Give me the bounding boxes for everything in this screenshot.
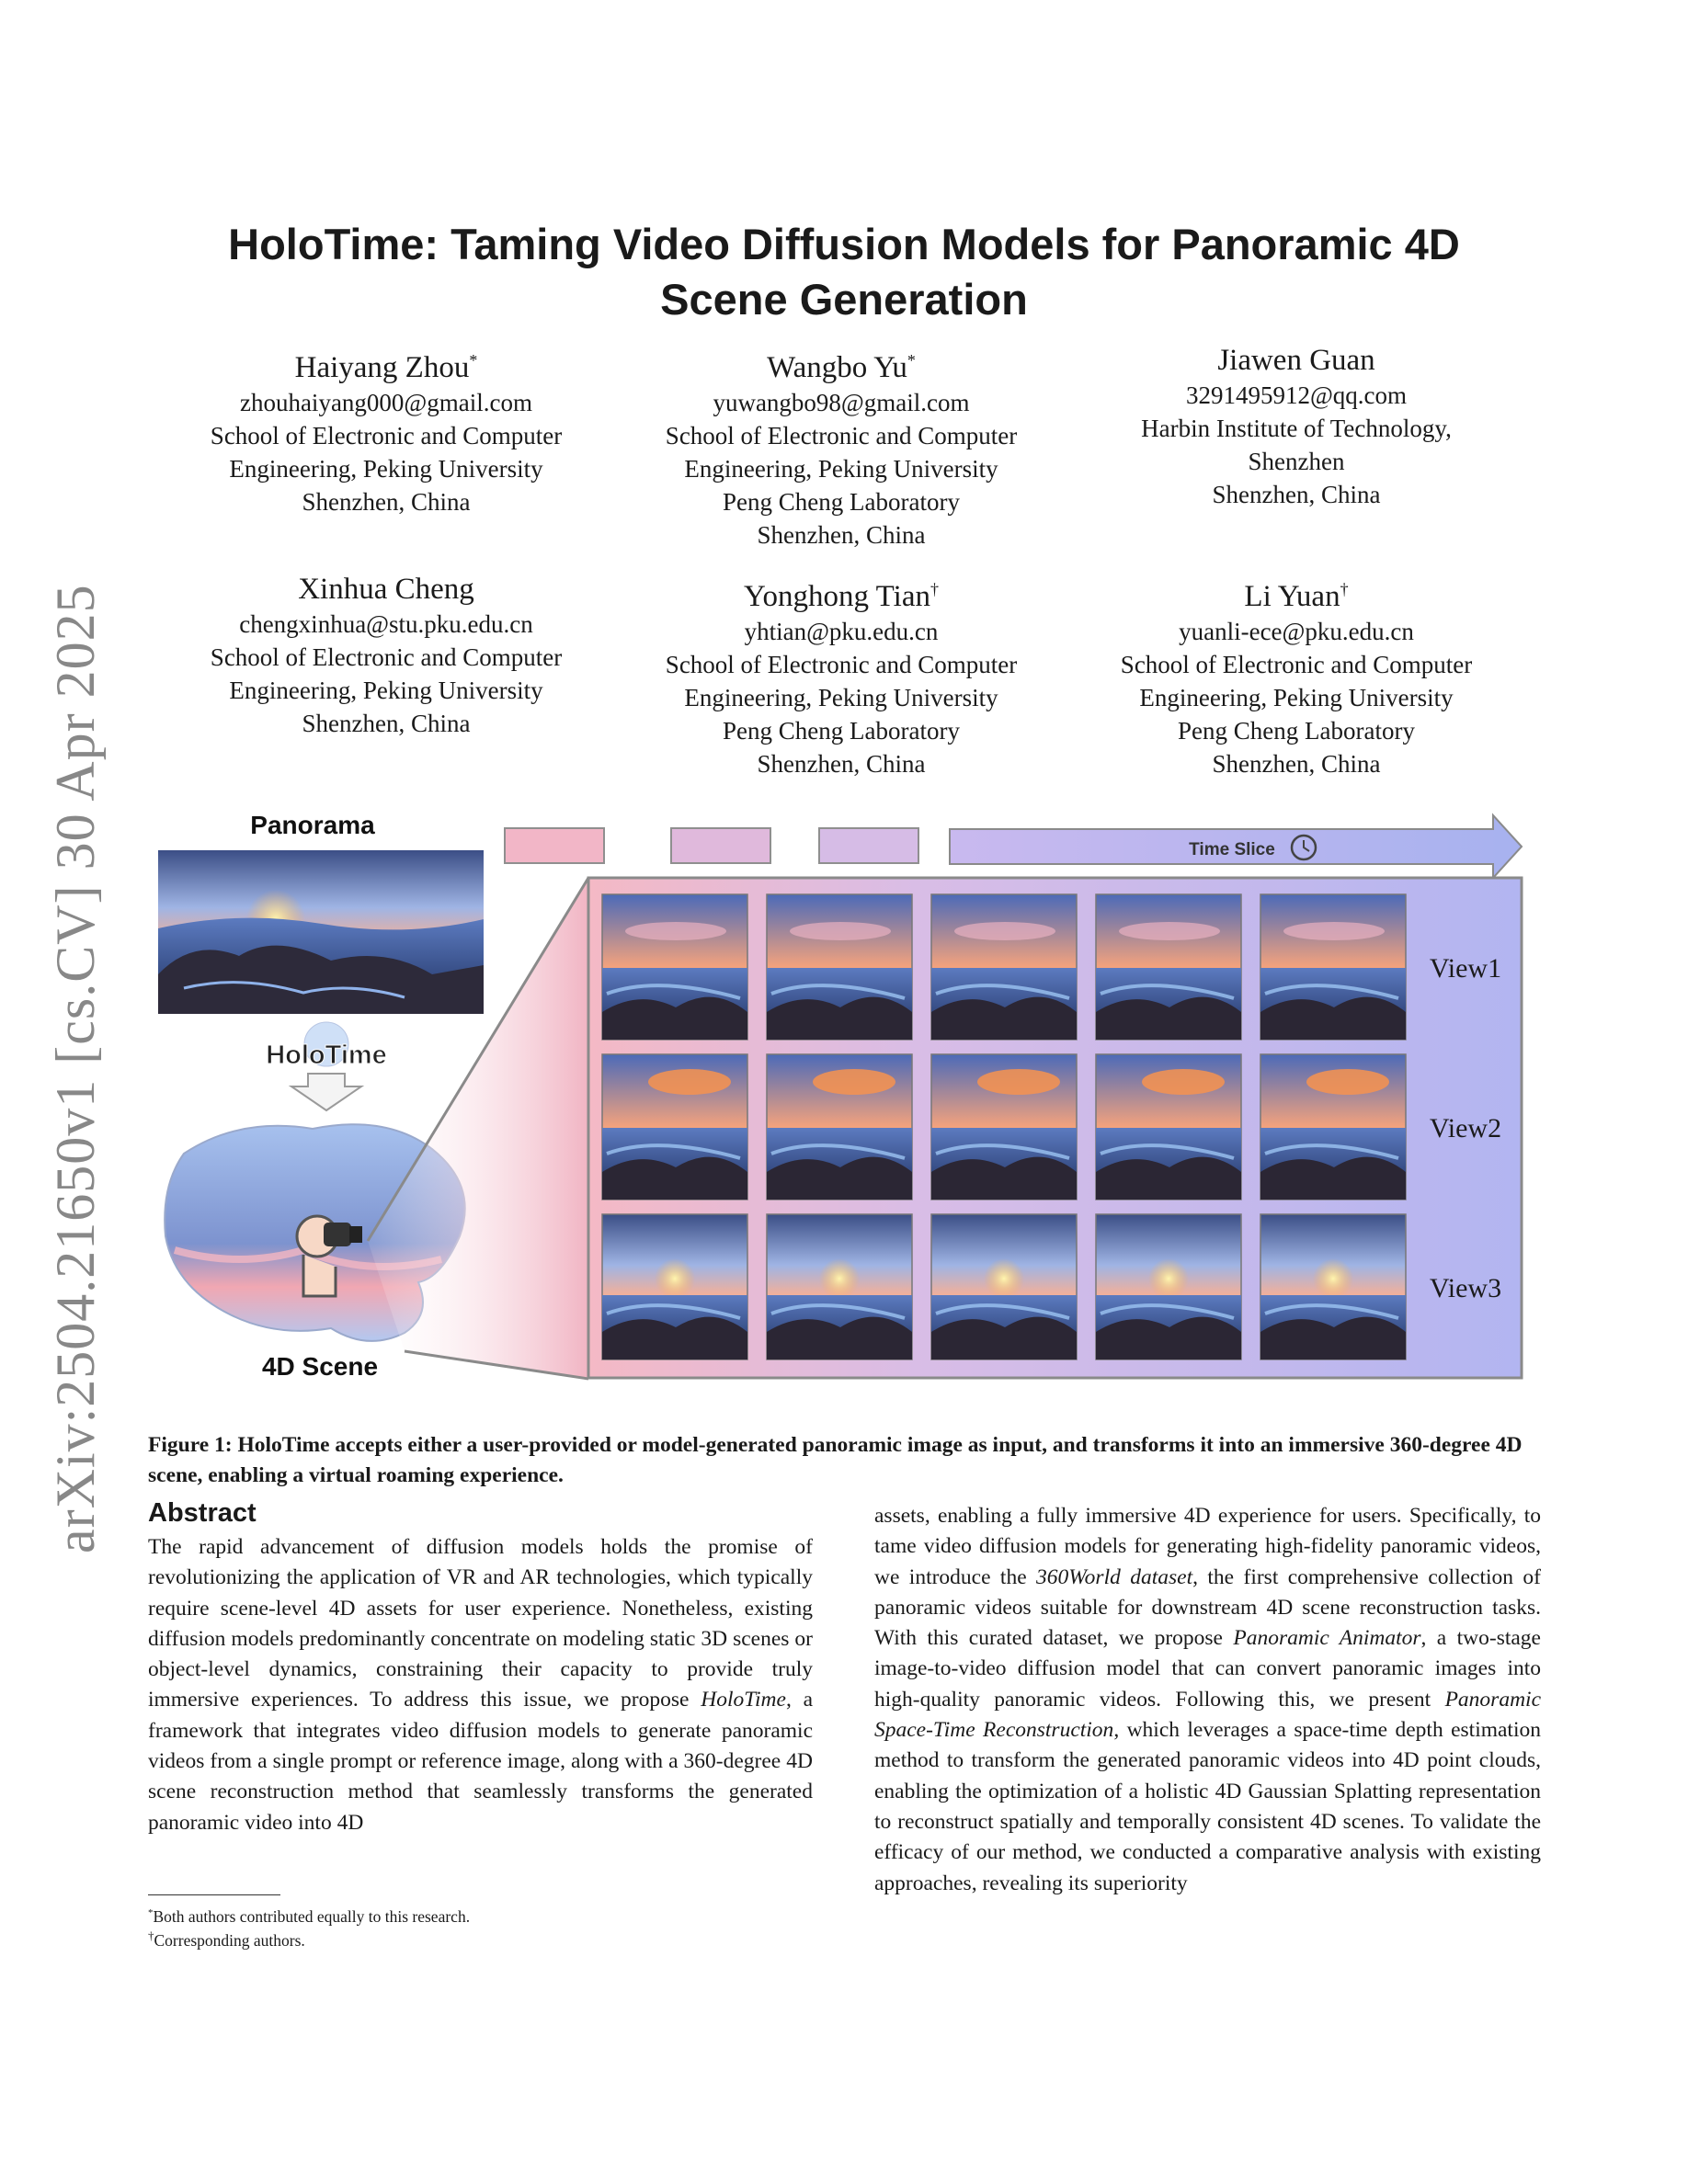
- title-line-2: Scene Generation: [660, 275, 1028, 324]
- holotime-label: HoloTime: [266, 1041, 387, 1070]
- author-affiliation-line: Engineering, Peking University: [229, 455, 543, 483]
- author-name: Li Yuan†: [1244, 580, 1349, 613]
- author-name: Xinhua Cheng: [298, 573, 474, 606]
- abstract-text: , a two-stage image-to-video diffusion model that can convert panoramic images into high-quality panoramic videos. Following this, we present: [874, 1626, 1541, 1712]
- title-line-1: HoloTime: Taming Video Diffusion Models for Panoramic 4D: [228, 220, 1460, 268]
- author-email[interactable]: chengxinhua@stu.pku.edu.cn: [239, 610, 533, 638]
- view-3-frame-1: [602, 1214, 747, 1359]
- author-affiliation-line: Shenzhen, China: [757, 750, 926, 778]
- author-affiliation-line: Engineering, Peking University: [1139, 684, 1454, 711]
- author-affiliation-line: Harbin Institute of Technology,: [1141, 415, 1452, 442]
- view-2-frame-4: [1096, 1054, 1241, 1200]
- author-affiliation-line: Engineering, Peking University: [684, 684, 998, 711]
- abstract-text: assets, enabling a fully immersive 4D experience for users. Specifically, to tame video diffusion models for generating high-fidelity panoramic videos, we introduce the: [874, 1504, 1541, 1589]
- time-slice-box-3: [819, 828, 918, 863]
- time-slice-box-2: [671, 828, 770, 863]
- author-email[interactable]: yuanli-ece@pku.edu.cn: [1179, 618, 1414, 645]
- author-mark: *: [469, 351, 478, 370]
- author-affiliation-line: Peng Cheng Laboratory: [723, 717, 960, 745]
- author-name: Yonghong Tian†: [744, 580, 939, 613]
- author-affiliation-line: Shenzhen, China: [757, 521, 926, 549]
- view-1-frame-4: [1096, 894, 1241, 1040]
- view-1-frame-5: [1260, 894, 1406, 1040]
- author-email[interactable]: yhtian@pku.edu.cn: [744, 618, 939, 645]
- author-affiliation-line: School of Electronic and Computer: [210, 643, 563, 671]
- view-2-frame-2: [767, 1054, 912, 1200]
- arxiv-identifier: arXiv:2504.21650v1 [cs.CV] 30 Apr 2025: [45, 584, 106, 1553]
- view-3-frame-4: [1096, 1214, 1241, 1359]
- abstract-emphasis: Panoramic Animator: [1233, 1626, 1421, 1651]
- abstract-text: , the first comprehensive collection of panoramic videos suitable for downstream 4D scene reconstruction tasks. With this curated dataset, we propose: [874, 1564, 1541, 1651]
- view-3-frame-3: [931, 1214, 1077, 1359]
- author-mark: †: [930, 580, 939, 598]
- author-affiliation-line: School of Electronic and Computer: [665, 651, 1018, 678]
- abstract-text: The rapid advancement of diffusion models holds the promise of revolutionizing the application of VR and AR technologies, which typically require scene-level 4D assets for user experience. Nonetheless, existing diffusion models predominantly concentrate on modeling static 3D scenes or object-level dynamics, constraining their capacity to provide truly immersive experiences. To address this issue, we propose: [148, 1535, 813, 1712]
- panorama-image: [158, 850, 484, 1014]
- author-name: Haiyang Zhou*: [294, 351, 478, 384]
- author-email[interactable]: zhouhaiyang000@gmail.com: [239, 389, 533, 416]
- 4d-scene-label: 4D Scene: [261, 1352, 379, 1381]
- author-email[interactable]: 3291495912@qq.com: [1185, 381, 1408, 409]
- author-mark: †: [1340, 580, 1349, 598]
- author-affiliation-line: School of Electronic and Computer: [210, 422, 563, 449]
- author-affiliation-line: School of Electronic and Computer: [665, 422, 1018, 449]
- abstract-emphasis: HoloTime: [701, 1688, 786, 1712]
- view-1-frame-2: [767, 894, 912, 1040]
- view-2-frame-3: [931, 1054, 1077, 1200]
- author-affiliation-line: School of Electronic and Computer: [1120, 651, 1473, 678]
- abstract-column-right: [874, 1501, 1541, 1899]
- view-label-3: View3: [1429, 1273, 1502, 1303]
- view-label-2: View2: [1429, 1113, 1502, 1143]
- author-affiliation-line: Shenzhen, China: [302, 710, 471, 737]
- abstract-emphasis: 360World dataset: [1036, 1564, 1193, 1589]
- figure-caption: Figure 1: HoloTime accepts either a user-provided or model-generated panoramic image as input, and transforms it into an immersive 360-degree 4D scene, enabling a virtual roaming experience.: [148, 1433, 1523, 1487]
- author-affiliation-line: Shenzhen, China: [1212, 481, 1381, 508]
- author-name: Jiawen Guan: [1217, 344, 1375, 377]
- view-3-frame-5: [1260, 1214, 1406, 1359]
- author-affiliation-line: Peng Cheng Laboratory: [1178, 717, 1415, 745]
- time-slice-label: Time Slice: [1189, 840, 1275, 859]
- author-affiliation-line: Shenzhen: [1248, 448, 1345, 475]
- view-1-frame-3: [931, 894, 1077, 1040]
- view-thumbnails: [602, 894, 1406, 1359]
- panorama-label: Panorama: [250, 811, 375, 839]
- view-2-frame-1: [602, 1054, 747, 1200]
- view-label-1: View1: [1429, 953, 1502, 984]
- footnote-1: *Both authors contributed equally to this research.: [148, 1906, 471, 1926]
- author-affiliation-line: Engineering, Peking University: [229, 677, 543, 704]
- view-2-frame-5: [1260, 1054, 1406, 1200]
- footnote-rule: [148, 1894, 280, 1895]
- author-email[interactable]: yuwangbo98@gmail.com: [713, 389, 970, 416]
- author-affiliation-line: Shenzhen, China: [302, 488, 471, 516]
- time-slice-box-1: [505, 828, 604, 863]
- author-affiliation-line: Peng Cheng Laboratory: [723, 488, 960, 516]
- abstract-text: , which leverages a space-time depth estimation method to transform the generated panoramic videos into 4D point clouds, enabling the optimization of a holistic 4D Gaussian Splatting representation to reconstruct spatially and temporally consistent 4D scenes. To validate the efficacy of our method, we conducted a comparative analysis with existing approaches, revealing its superiority: [874, 1718, 1541, 1895]
- view-1-frame-1: [602, 894, 747, 1040]
- down-arrow-icon: [291, 1074, 361, 1110]
- abstract-emphasis: Panoramic Space-Time Reconstruction: [874, 1687, 1541, 1743]
- footnote-2: †Corresponding authors.: [148, 1928, 305, 1950]
- abstract-heading: Abstract: [148, 1498, 257, 1528]
- author-affiliation-line: Engineering, Peking University: [684, 455, 998, 483]
- abstract-column-left: [148, 1532, 813, 1838]
- author-mark: *: [907, 351, 916, 370]
- abstract-text: , a framework that integrates video diffusion models to generate panoramic videos from a single prompt or reference image, along with a 360-degree 4D scene reconstruction method that seamlessly transforms the generated panoramic video into 4D: [148, 1688, 814, 1835]
- author-affiliation-line: Shenzhen, China: [1212, 750, 1381, 778]
- view-3-frame-2: [767, 1214, 912, 1359]
- author-name: Wangbo Yu*: [767, 351, 916, 384]
